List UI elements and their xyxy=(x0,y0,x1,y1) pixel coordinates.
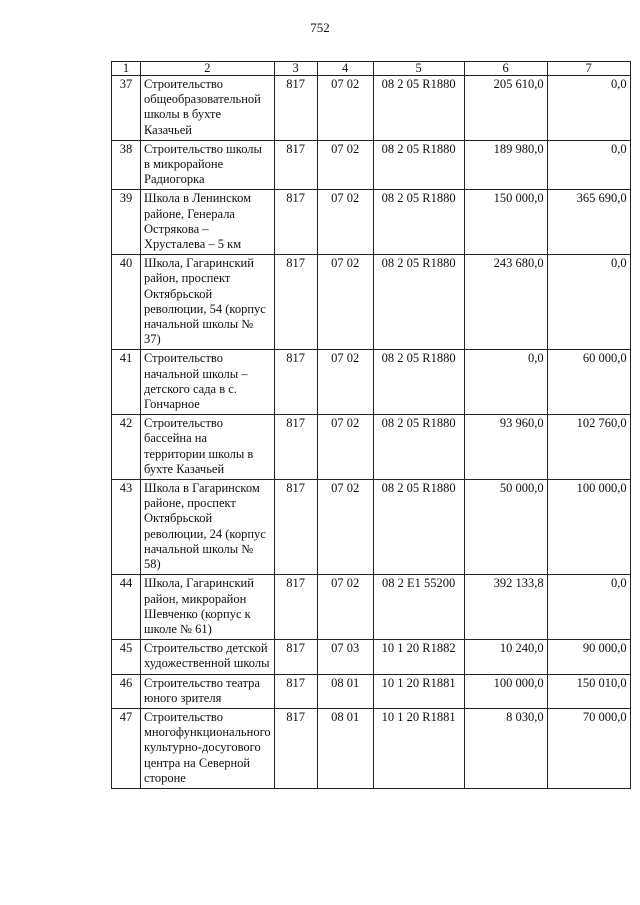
table-row xyxy=(112,640,631,674)
section-code-cell: 07 02 xyxy=(317,415,373,480)
table-row xyxy=(112,76,631,141)
column-header: 6 xyxy=(464,62,547,76)
target-article-cell: 10 1 20 R1881 xyxy=(373,674,464,708)
amount-cell: 0,0 xyxy=(547,76,630,141)
section-code-cell: 07 02 xyxy=(317,255,373,350)
table-row xyxy=(112,708,631,788)
target-article-cell: 08 2 05 R1880 xyxy=(373,350,464,415)
section-code-cell: 07 02 xyxy=(317,190,373,255)
target-article-cell: 08 2 05 R1880 xyxy=(373,415,464,480)
amount-cell: 243 680,0 xyxy=(464,255,547,350)
table-header-row xyxy=(112,62,631,76)
row-number-cell: 38 xyxy=(112,140,141,190)
section-code-cell: 07 02 xyxy=(317,350,373,415)
object-name-cell: Строительство начальной школы – детского сада в с. Гончарное xyxy=(141,350,275,415)
code-cell: 817 xyxy=(274,350,317,415)
target-article-cell: 08 2 05 R1880 xyxy=(373,76,464,141)
amount-cell: 365 690,0 xyxy=(547,190,630,255)
target-article-cell: 08 2 05 R1880 xyxy=(373,140,464,190)
object-name-cell: Строительство школы в микрорайоне Радиогорка xyxy=(141,140,275,190)
object-name-cell: Строительство детской художественной школы xyxy=(141,640,275,674)
column-header: 1 xyxy=(112,62,141,76)
row-number-cell: 42 xyxy=(112,415,141,480)
amount-cell: 60 000,0 xyxy=(547,350,630,415)
amount-cell: 90 000,0 xyxy=(547,640,630,674)
section-code-cell: 08 01 xyxy=(317,674,373,708)
amount-cell: 102 760,0 xyxy=(547,415,630,480)
amount-cell: 50 000,0 xyxy=(464,480,547,575)
column-header: 7 xyxy=(547,62,630,76)
row-number-cell: 47 xyxy=(112,708,141,788)
table-row xyxy=(112,190,631,255)
row-number-cell: 41 xyxy=(112,350,141,415)
table-row xyxy=(112,350,631,415)
code-cell: 817 xyxy=(274,708,317,788)
code-cell: 817 xyxy=(274,415,317,480)
amount-cell: 93 960,0 xyxy=(464,415,547,480)
amount-cell: 0,0 xyxy=(547,575,630,640)
row-number-cell: 40 xyxy=(112,255,141,350)
amount-cell: 70 000,0 xyxy=(547,708,630,788)
row-number-cell: 45 xyxy=(112,640,141,674)
amount-cell: 100 000,0 xyxy=(464,674,547,708)
code-cell: 817 xyxy=(274,255,317,350)
section-code-cell: 08 01 xyxy=(317,708,373,788)
budget-table xyxy=(111,61,631,789)
row-number-cell: 37 xyxy=(112,76,141,141)
amount-cell: 205 610,0 xyxy=(464,76,547,141)
row-number-cell: 39 xyxy=(112,190,141,255)
object-name-cell: Школа в Гагаринском районе, проспект Октябрьской революции, 24 (корпус начальной школы № 58) xyxy=(141,480,275,575)
column-header: 5 xyxy=(373,62,464,76)
amount-cell: 0,0 xyxy=(464,350,547,415)
amount-cell: 392 133,8 xyxy=(464,575,547,640)
section-code-cell: 07 02 xyxy=(317,480,373,575)
target-article-cell: 08 2 E1 55200 xyxy=(373,575,464,640)
row-number-cell: 43 xyxy=(112,480,141,575)
code-cell: 817 xyxy=(274,76,317,141)
amount-cell: 150 000,0 xyxy=(464,190,547,255)
table-row xyxy=(112,415,631,480)
column-header: 3 xyxy=(274,62,317,76)
section-code-cell: 07 02 xyxy=(317,140,373,190)
table-row xyxy=(112,255,631,350)
target-article-cell: 10 1 20 R1882 xyxy=(373,640,464,674)
code-cell: 817 xyxy=(274,480,317,575)
target-article-cell: 08 2 05 R1880 xyxy=(373,480,464,575)
code-cell: 817 xyxy=(274,190,317,255)
table-row xyxy=(112,480,631,575)
column-header: 2 xyxy=(141,62,275,76)
column-header: 4 xyxy=(317,62,373,76)
amount-cell: 0,0 xyxy=(547,255,630,350)
target-article-cell: 08 2 05 R1880 xyxy=(373,255,464,350)
object-name-cell: Строительство общеобразовательной школы в бухте Казачьей xyxy=(141,76,275,141)
section-code-cell: 07 03 xyxy=(317,640,373,674)
amount-cell: 0,0 xyxy=(547,140,630,190)
object-name-cell: Школа, Гагаринский район, проспект Октябрьской революции, 54 (корпус начальной школы № 37) xyxy=(141,255,275,350)
section-code-cell: 07 02 xyxy=(317,76,373,141)
page-number: 752 xyxy=(310,20,330,35)
amount-cell: 10 240,0 xyxy=(464,640,547,674)
object-name-cell: Школа, Гагаринский район, микрорайон Шевченко (корпус к школе № 61) xyxy=(141,575,275,640)
code-cell: 817 xyxy=(274,640,317,674)
amount-cell: 150 010,0 xyxy=(547,674,630,708)
amount-cell: 100 000,0 xyxy=(547,480,630,575)
row-number-cell: 44 xyxy=(112,575,141,640)
code-cell: 817 xyxy=(274,575,317,640)
target-article-cell: 08 2 05 R1880 xyxy=(373,190,464,255)
section-code-cell: 07 02 xyxy=(317,575,373,640)
code-cell: 817 xyxy=(274,140,317,190)
row-number-cell: 46 xyxy=(112,674,141,708)
object-name-cell: Строительство театра юного зрителя xyxy=(141,674,275,708)
code-cell: 817 xyxy=(274,674,317,708)
object-name-cell: Строительство многофункционального культурно-досугового центра на Северной стороне xyxy=(141,708,275,788)
amount-cell: 8 030,0 xyxy=(464,708,547,788)
table-row xyxy=(112,140,631,190)
object-name-cell: Школа в Ленинском районе, Генерала Острякова – Хрусталева – 5 км xyxy=(141,190,275,255)
object-name-cell: Строительство бассейна на территории школы в бухте Казачьей xyxy=(141,415,275,480)
amount-cell: 189 980,0 xyxy=(464,140,547,190)
table-row xyxy=(112,575,631,640)
target-article-cell: 10 1 20 R1881 xyxy=(373,708,464,788)
table-row xyxy=(112,674,631,708)
